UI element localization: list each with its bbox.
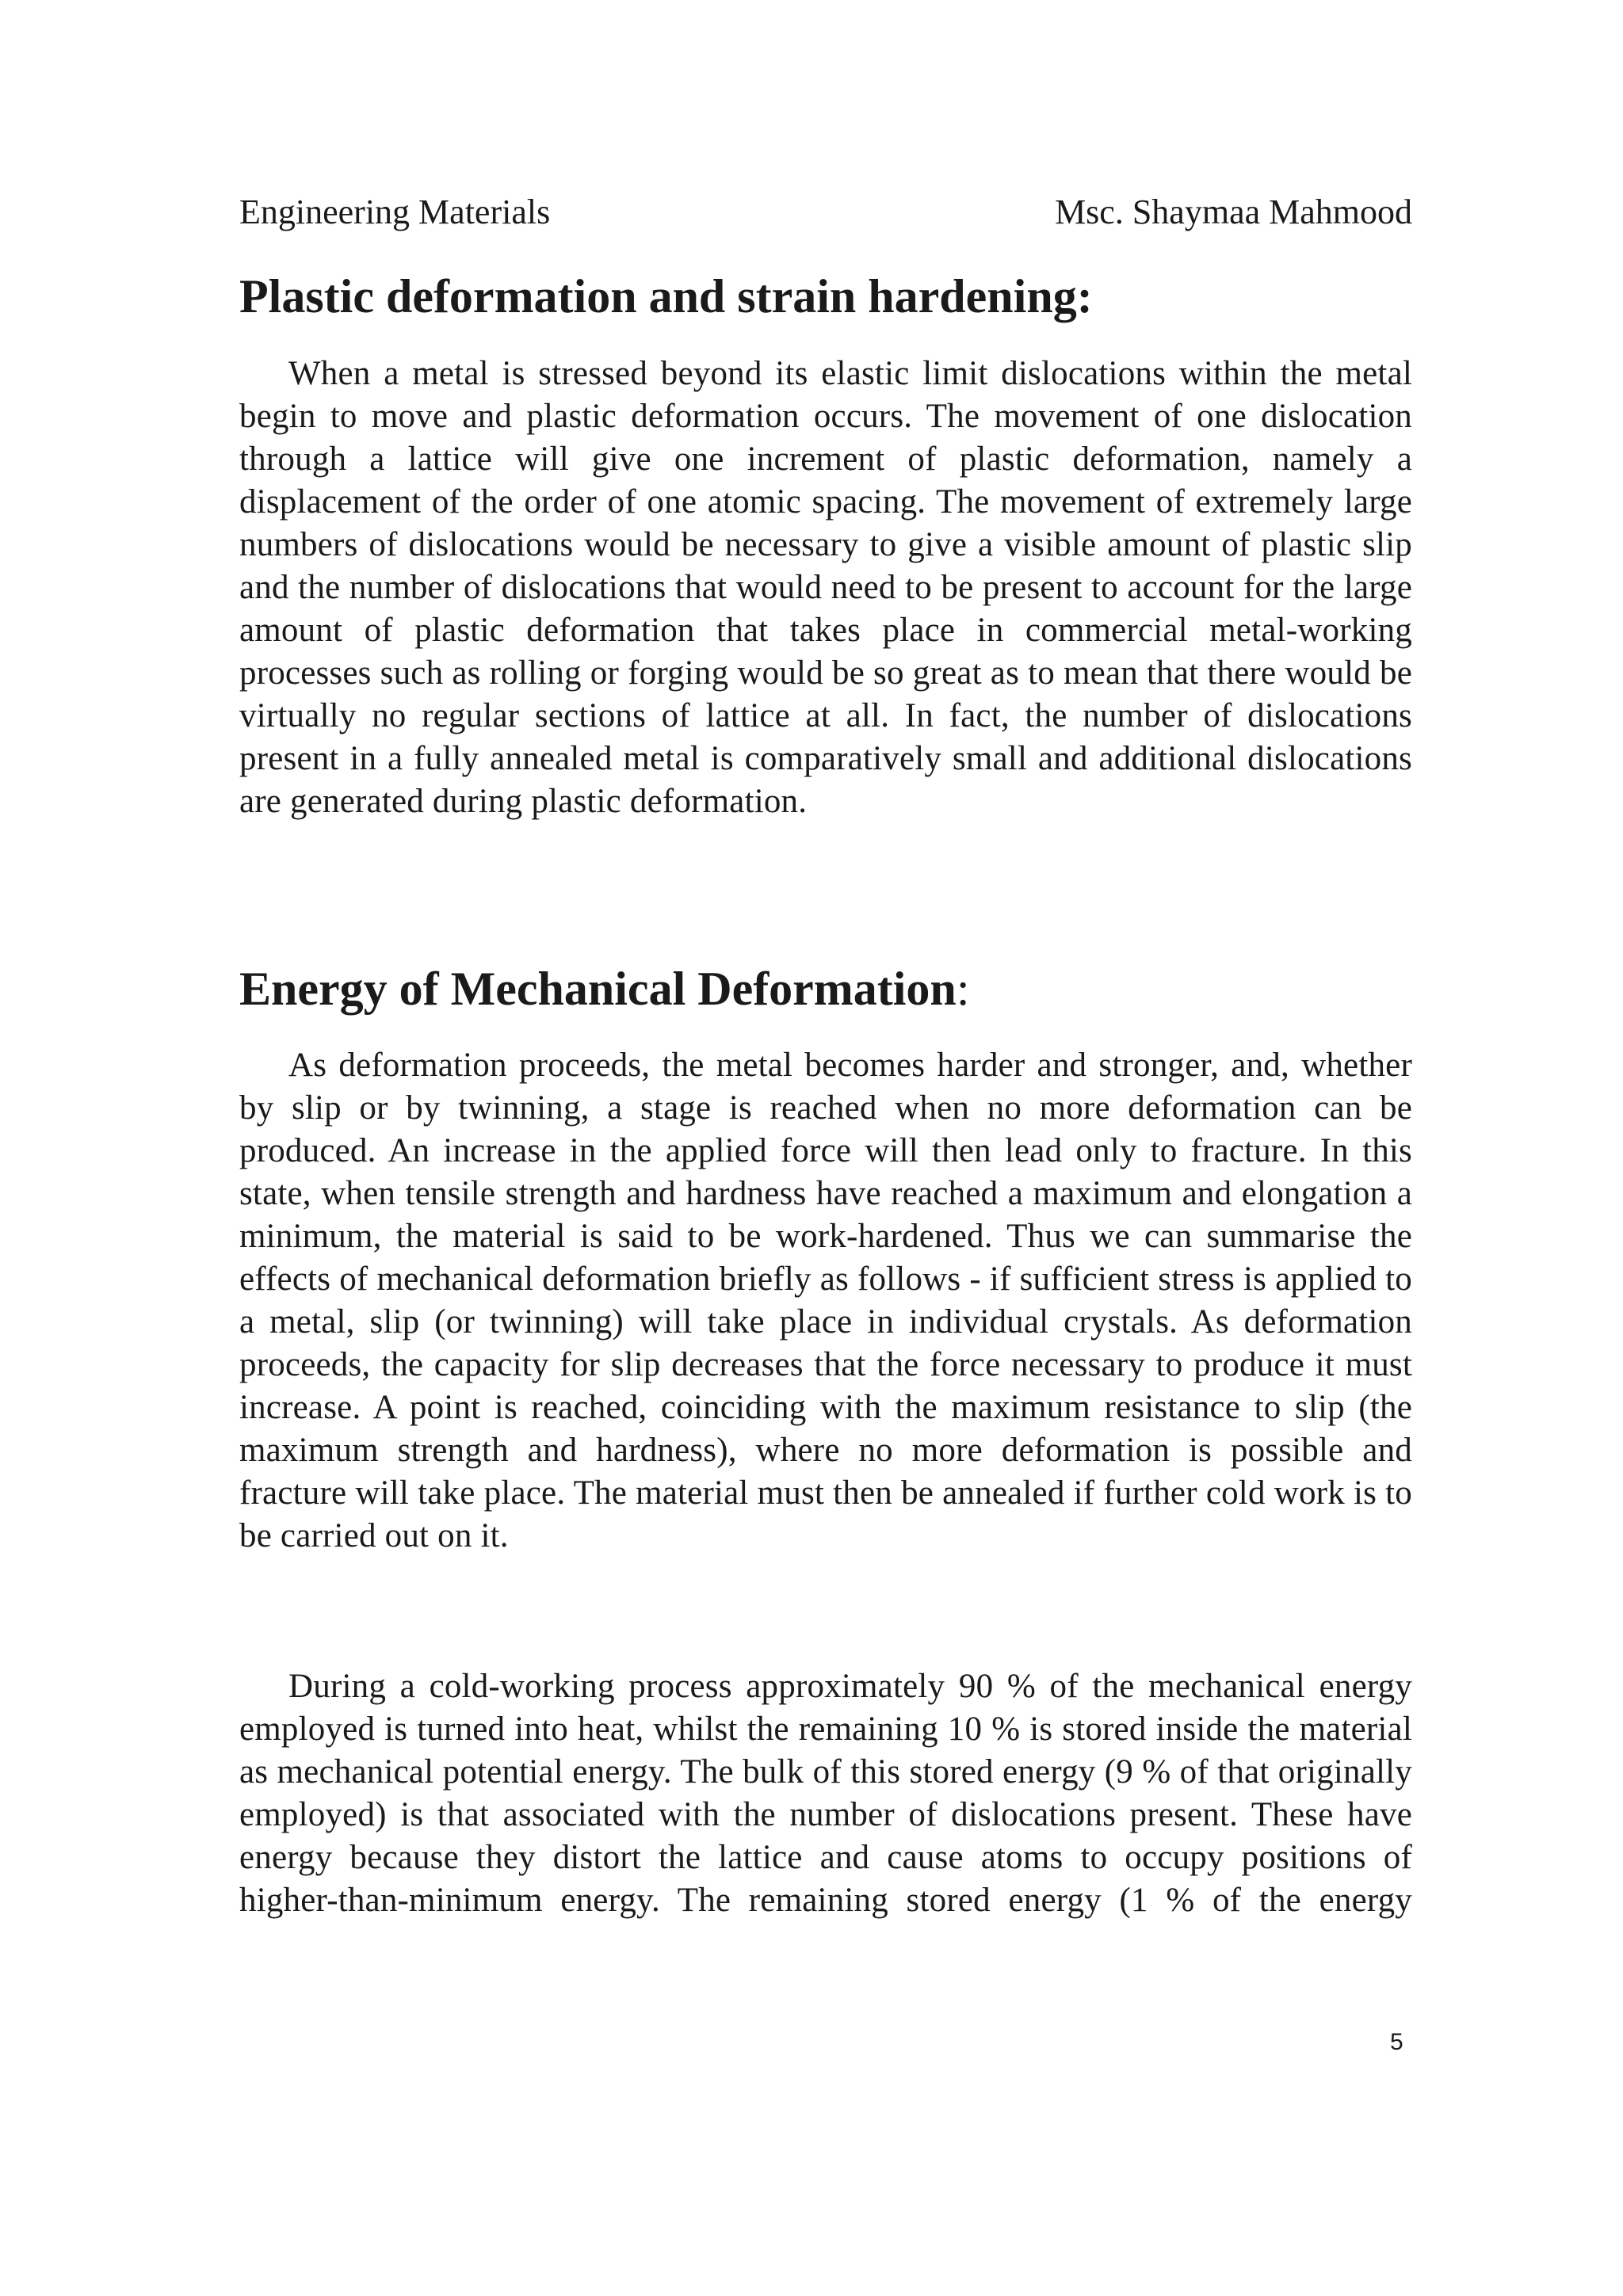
section-heading-plastic-deformation: Plastic deformation and strain hardening: (239, 270, 1093, 322)
page-number: 5 (1390, 2029, 1403, 2055)
header-author: Msc. Shaymaa Mahmood (1055, 193, 1412, 231)
paragraph-work-hardening: As deformation proceeds, the metal becomes harder and stronger, and, whether by slip or by twinning, a stage is reached when no more deformation can be produced. An increase in the applied force will then lead only to fracture. In this state, when tensile strength and hardness have reached a maximum and elongation a minimum, the material is said to be work-hardened. Thus we can summarise the effects of mechanical deformation briefly as follows - if sufficient stress is applied to a metal, slip (or twinning) will take place in individual crystals. As deformation proceeds, the capacity for slip decreases that the force necessary to produce it must increase. A point is reached, coinciding with the maximum resistance to slip (the maximum strength and hardness), where no more deformation is possible and fracture will take place. The material must then be annealed if further cold work is to be carried out on it. (239, 1047, 1412, 1554)
heading-colon: : (956, 963, 970, 1015)
heading-text: Energy of Mechanical Deformation (239, 963, 957, 1015)
page-header (239, 190, 1412, 235)
paragraph-plastic-deformation: When a metal is stressed beyond its elastic limit dislocations within the metal begin to move and plastic deformation occurs. The movement of one dislocation through a lattice will give one increment of plastic deformation, namely a displacement of the order of one atomic spacing. The movement of extremely large numbers of dislocations would be necessary to give a visible amount of plastic slip and the number of dislocations that would need to be present to account for the large amount of plastic deformation that takes place in commercial metal-working processes such as rolling or forging would be so great as to mean that there would be virtually no regular sections of lattice at all. In fact, the number of dislocations present in a fully annealed metal is comparatively small and additional dislocations are generated during plastic deformation. (239, 355, 1412, 820)
paragraph-stored-energy: During a cold-working process approximately 90 % of the mechanical energy employed is turned into heat, whilst the remaining 10 % is stored inside the material as mechanical potential energy. The bulk of this stored energy (9 % of that originally employed) is that associated with the number of dislocations present. These have energy because they distort the lattice and cause atoms to occupy positions of higher-than-minimum energy. The remaining stored energy (1 % of the energy (239, 1668, 1412, 1919)
section-heading-energy-of-mechanical-deformation (239, 960, 969, 1017)
header-course-title: Engineering Materials (239, 193, 551, 231)
